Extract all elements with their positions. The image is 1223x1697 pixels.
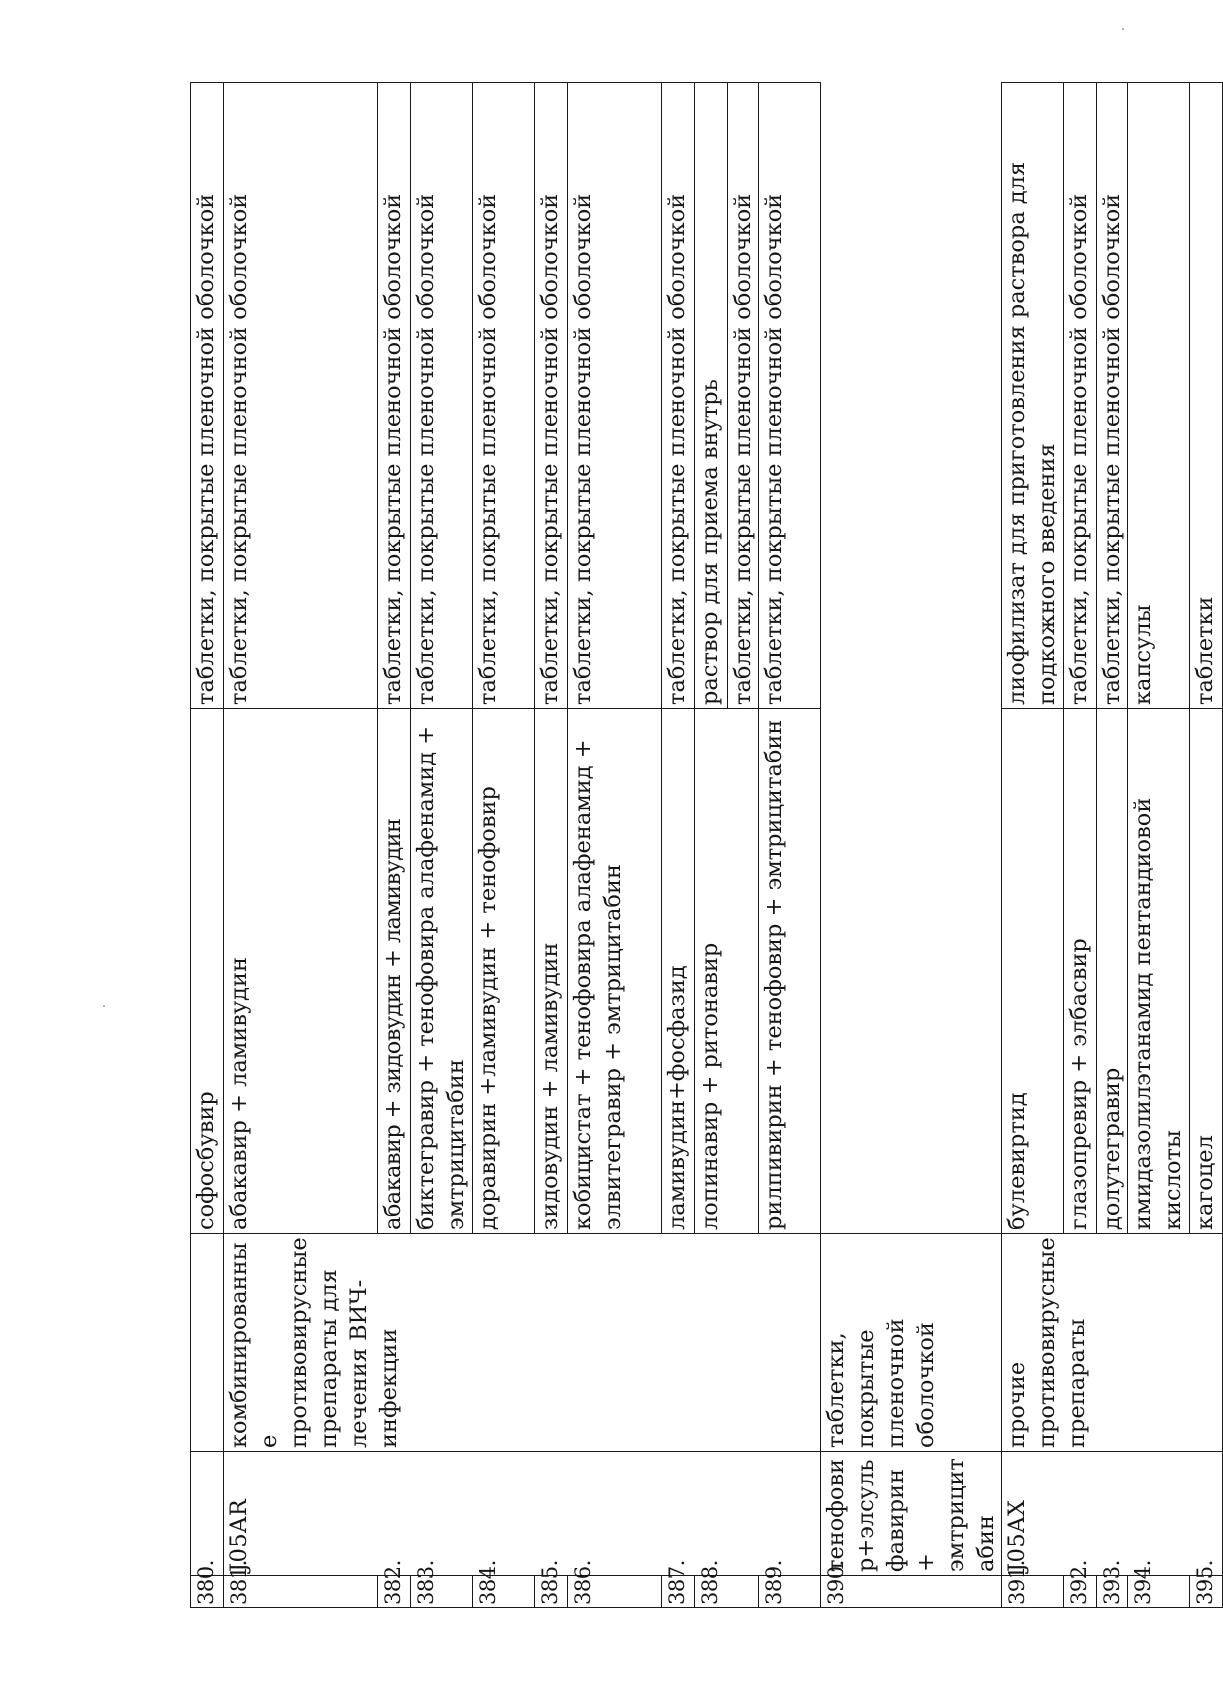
dosage-form: таблетки, покрытые пленочной оболочкой (759, 83, 821, 709)
atc-code: J05AR (224, 1452, 821, 1576)
dosage-form: таблетки, покрытые пленочной оболочкой (191, 83, 224, 709)
row-number: 390. (821, 1576, 1002, 1608)
row-number: 392. (1064, 1576, 1097, 1608)
dosage-form: таблетки, покрытые пленочной оболочкой (821, 1234, 1002, 1452)
dosage-form: таблетки, покрытые пленочной оболочкой (378, 83, 411, 709)
pharmacological-group: прочие противовирусные препараты (1002, 1234, 1223, 1452)
scan-speck (103, 1005, 105, 1007)
dosage-form: капсулы (1128, 83, 1190, 709)
drug-name: рилпивирин + тенофовир + эмтрицитабин (759, 709, 821, 1234)
scan-speck (1122, 28, 1124, 30)
drug-list-table (190, 82, 1223, 1608)
dosage-form: лиофилизат для приготовления раствора для подкожного введения (1002, 83, 1064, 709)
atc-code: J05AX (1002, 1452, 1223, 1576)
row-number: 391. (1002, 1576, 1064, 1608)
dosage-form: таблетки, покрытые пленочной оболочкой (473, 83, 535, 709)
drug-name: ламивудин+фосфазид (662, 709, 695, 1234)
row-number: 388. (695, 1576, 759, 1608)
dosage-form: раствор для приема внутрь (695, 83, 728, 709)
drug-name: абакавир + ламивудин (224, 709, 378, 1234)
dosage-form: таблетки, покрытые пленочной оболочкой (1064, 83, 1097, 709)
row-number: 387. (662, 1576, 695, 1608)
dosage-form: таблетки, покрытые пленочной оболочкой (411, 83, 473, 709)
table-row (1002, 83, 1064, 1608)
drug-name: булевиртид (1002, 709, 1064, 1234)
dosage-form: таблетки (1190, 83, 1223, 709)
drug-name: биктегравир + тенофовира алафенамид + эмтрицитабин (411, 709, 473, 1234)
dosage-form: таблетки, покрытые пленочной оболочкой (728, 83, 759, 709)
table-row (191, 83, 224, 1608)
row-number: 389. (759, 1576, 821, 1608)
drug-name: тенофовир+элсульфавирин+ эмтрицитабин (821, 1452, 1002, 1576)
drug-name: кобицистат + тенофовира алафенамид + элвитегравир + эмтрицитабин (568, 709, 662, 1234)
row-number: 395. (1190, 1576, 1223, 1608)
table-row (224, 83, 378, 1608)
pharmacological-group: комбинированные противовирусные препараты для лечения ВИЧ-инфекции (224, 1234, 821, 1452)
pharmacological-group (191, 1234, 224, 1452)
drug-name: имидазолилэтанамид пентандиовой кислоты (1128, 709, 1190, 1234)
drug-name: кагоцел (1190, 709, 1223, 1234)
dosage-form: таблетки, покрытые пленочной оболочкой (662, 83, 695, 709)
dosage-form: таблетки, покрытые пленочной оболочкой (568, 83, 662, 709)
drug-name: долутегравир (1097, 709, 1128, 1234)
drug-name: абакавир + зидовудин + ламивудин (378, 709, 411, 1234)
atc-code (191, 1452, 224, 1576)
rotated-table-container (190, 83, 1218, 1608)
row-number: 383. (411, 1576, 473, 1608)
drug-name: софосбувир (191, 709, 224, 1234)
drug-name: доравирин +ламивудин + тенофовир (473, 709, 535, 1234)
dosage-form: таблетки, покрытые пленочной оболочкой (224, 83, 378, 709)
row-number: 393. (1097, 1576, 1128, 1608)
table-row (821, 83, 1002, 1608)
row-number: 380. (191, 1576, 224, 1608)
row-number: 382. (378, 1576, 411, 1608)
row-number: 386. (568, 1576, 662, 1608)
drug-name: глазопревир + элбасвир (1064, 709, 1097, 1234)
row-number: 394. (1128, 1576, 1190, 1608)
drug-name: зидовудин + ламивудин (535, 709, 568, 1234)
drug-name: лопинавир + ритонавир (695, 709, 759, 1234)
dosage-form: таблетки, покрытые пленочной оболочкой (535, 83, 568, 709)
row-number: 384. (473, 1576, 535, 1608)
dosage-form: таблетки, покрытые пленочной оболочкой (1097, 83, 1128, 709)
row-number: 385. (535, 1576, 568, 1608)
row-number: 381. (224, 1576, 378, 1608)
